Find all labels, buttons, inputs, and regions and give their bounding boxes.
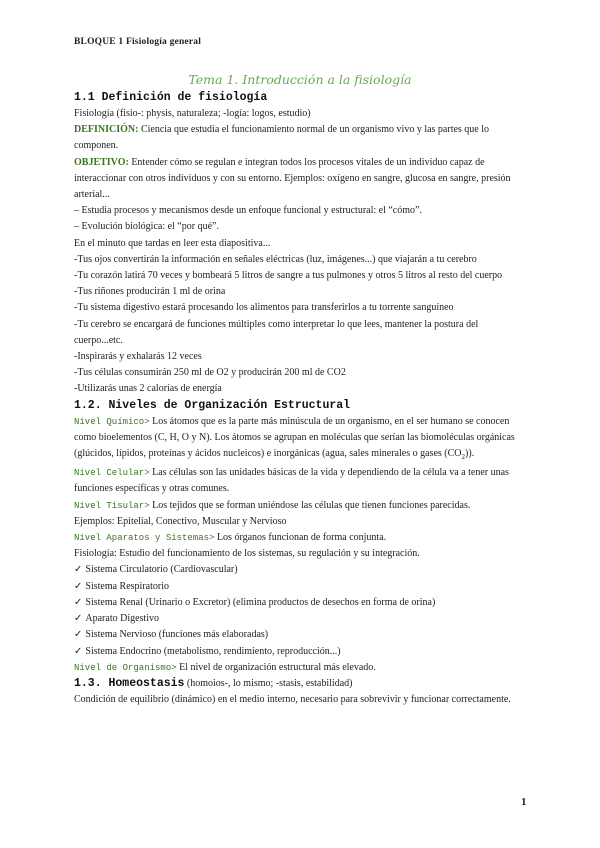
list-item: -Tu corazón latirá 70 veces y bombeará 5 litros de sangre a tus pulmones y otros 5 litros al resto del cuerpo [74,270,503,282]
tissue-examples: Ejemplos: Epitelial, Conectivo, Muscular y Nervioso [74,515,287,527]
checkmark-icon: ✓ [74,645,83,657]
list-item: -Tus células consumirán 250 ml de O2 y producirán 200 ml de CO2 [74,367,346,379]
level-cellular-text: Las células son las unidades básicas de la vida y dependiendo de la célula va a tener unas funciones específicas y otras comunes. [74,467,509,495]
checkmark-icon: ✓ [74,596,83,608]
checkmark-icon: ✓ [74,629,83,641]
page-number: 1 [521,796,527,808]
level-chemical-text-b: )). [465,448,475,460]
level-chemical [74,414,526,466]
level-systems-text: Los órganos funcionan de forma conjunta. [214,532,387,544]
level-chemical-label: Nivel Químico> [74,416,150,427]
definition-paragraph [74,122,526,154]
system-label: Sistema Renal (Urinario o Excretor) (elimina productos de desechos en forma de orina) [85,596,436,608]
physiology-definition-line: Fisiología: Estudio del funcionamiento de los sistemas, su regulación y su integración. [74,548,420,560]
list-item: – Evolución biológica: el “por qué”. [74,221,219,233]
objective-label: OBJETIVO: [74,156,129,168]
document-title: Tema 1. Introducción a la fisiología [188,72,412,87]
level-systems [74,530,526,546]
system-label: Sistema Circulatorio (Cardiovascular) [85,564,238,576]
objective-text: Entender cómo se regulan e integran todos los procesos vitales de un individuo capaz de interaccionar con otros individuos y con su entorno. Ejemplos: oxígeno en sangre, glucosa en sangre, presión arterial... [74,156,511,201]
level-tissue-text: Los tejidos que se forman uniéndose las células que tienen funciones parecidas. [149,499,471,511]
list-item: -Tus ojos convertirán la información en señales eléctricas (luz, imágenes...) que viajarán a tu cerebro [74,253,477,265]
list-item: -Tus riñones producirán 1 ml de orina [74,286,226,298]
system-item [74,562,526,578]
system-label: Aparato Digestivo [85,613,159,625]
level-organism-label: Nivel de Organismo> [74,662,177,673]
etymology-line: Fisiología (fisio-: physis, naturaleza; -logía: logos, estudio) [74,108,311,119]
system-label: Sistema Nervioso (funciones más elaboradas) [85,629,269,641]
list-item: -Tu sistema digestivo estará procesando los alimentos para transferirlos a tu torrente sanguíneo [74,302,454,314]
checkmark-icon: ✓ [74,580,83,592]
list-item: -Inspirarás y exhalarás 12 veces [74,351,202,363]
section-1-heading: 1.1 Definición de fisiología [74,91,268,104]
page-content [74,72,526,708]
level-systems-label: Nivel Aparatos y Sistemas> [74,533,215,544]
system-item [74,579,526,595]
checkmark-icon: ✓ [74,613,83,625]
definition-text: Ciencia que estudia el funcionamiento normal de un organismo vivo y las partes que lo componen. [74,124,490,152]
checkmark-icon: ✓ [74,564,83,576]
system-item [74,644,526,660]
level-cellular [74,465,526,497]
level-chemical-subscript: 2 [461,453,465,462]
section-3-heading-note: (homoios-, lo mismo; -stasis, estabilidad) [184,677,353,689]
section-3-heading: 1.3. Homeostasis [74,676,185,690]
system-item [74,595,526,611]
list-item: En el minuto que tardas en leer esta diapositiva... [74,237,271,249]
list-item: -Tu cerebro se encargará de funciones múltiples como interpretar lo que lees, mantener la postura del cuerpo...etc. [74,318,479,346]
system-label: Sistema Endocrino (metabolismo, rendimiento, reproducción...) [85,645,341,657]
level-tissue-label: Nivel Tisular> [74,500,150,511]
definition-label: DEFINICIÓN: [74,124,139,136]
level-organism-text: El nivel de organización estructural más elevado. [176,661,376,673]
section-2-heading: 1.2. Niveles de Organización Estructural [74,398,351,412]
system-item [74,627,526,643]
system-label: Sistema Respiratorio [85,580,169,592]
objective-paragraph [74,155,526,204]
homeostasis-text: Condición de equilibrio (dinámico) en el medio interno, necesario para sobrevivir y funcionar correctamente. [74,694,511,706]
level-chemical-text-a: Los átomos que es la parte más minúscula de un organismo, en el ser humano se conocen como bioelementos (C, H, O y N). Los átomos se agrupan en moléculas que serían las biomoléculas orgánicas (glúcidos, lípidos, proteínas y ácidos nucleicos) e inorgánicas (agua, sales minerales o gases (CO [74,415,515,460]
level-organism [74,660,526,676]
list-item: – Estudia procesos y mecanismos desde un enfoque funcional y estructural: el “cómo”. [74,205,422,217]
page-header: BLOQUE 1 Fisiología general [74,37,202,47]
level-cellular-label: Nivel Celular> [74,468,150,479]
level-tissue [74,498,526,514]
system-item [74,611,526,627]
list-item: -Utilizarás unas 2 calorías de energía [74,383,222,395]
